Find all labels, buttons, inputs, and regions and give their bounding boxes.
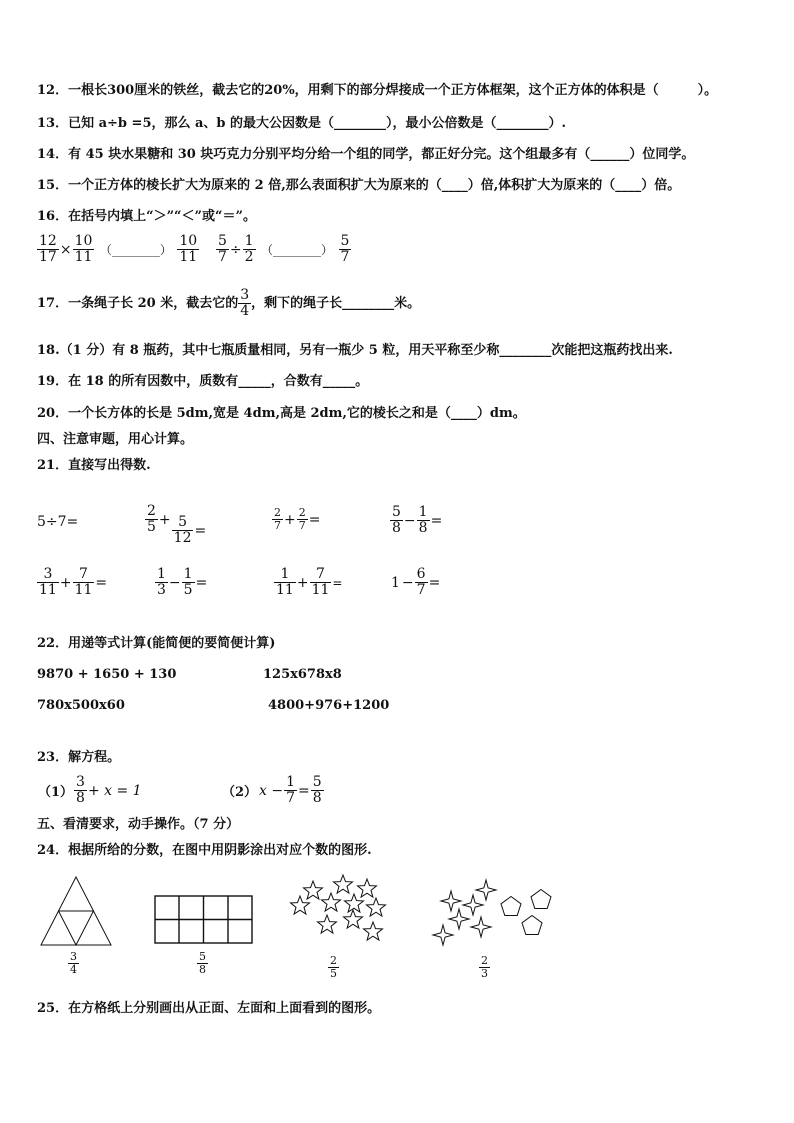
calc-item: 9870 + 1650 + 130 — [37, 667, 177, 682]
sparkle-icon — [471, 917, 491, 937]
question-18: 18.（1 分）有 8 瓶药，其中七瓶质量相同，另有一瓶少 5 粒，用天平称至少称________次能把这瓶药找出来. — [37, 343, 673, 358]
question-22: 22．用递等式计算(能简便的要简便计算) — [37, 636, 276, 651]
fraction: $\frac{7}{11}$ — [311, 566, 330, 598]
fraction: $\frac{2}{5}$ — [147, 503, 156, 535]
section-heading-4: 四、注意审题，用心计算。 — [37, 432, 194, 447]
question-13: 13．已知 a÷b =5，那么 a、b 的最大公因数是（________），最小公倍数是（________）. — [37, 116, 567, 131]
star-icon — [364, 922, 383, 940]
equation-2: （2） x − $\frac{1}{7}$ = $\frac{5}{8}$ — [222, 774, 322, 806]
star-icon — [345, 894, 364, 912]
q24-figures — [0, 870, 794, 1010]
fraction: $\frac{1}{7}$ — [286, 774, 296, 806]
fraction: $\frac{1}{8}$ — [418, 504, 428, 536]
star-icon — [322, 893, 341, 911]
star-icon — [318, 915, 337, 933]
fraction: $\frac{5}{12}$ — [173, 514, 192, 546]
calc-item: 4800+976+1200 — [268, 698, 390, 713]
fraction: $\frac{10}{11}$ — [74, 233, 93, 265]
fraction: $\frac{3}{8}$ — [76, 774, 85, 806]
question-25: 25．在方格纸上分别画出从正面、左面和上面看到的图形。 — [37, 1001, 381, 1016]
sparkle-icon — [476, 880, 496, 900]
stars-figure[interactable] — [291, 875, 386, 940]
question-15: 15．一个正方体的棱长扩大为原来的 2 倍,那么表面积扩大为原来的（____）倍,体积扩大为原来的（____）倍。 — [37, 178, 681, 193]
question-20: 20．一个长方体的长是 5dm,宽是 4dm,高是 2dm,它的棱长之和是（____）dm。 — [37, 406, 526, 421]
fig4-fraction: $\frac{2}{3}$ — [481, 954, 488, 980]
fraction: $\frac{1}{5}$ — [183, 566, 193, 598]
star-icon — [291, 896, 310, 914]
fraction: $\frac{1}{3}$ — [157, 566, 166, 598]
star-icon — [334, 875, 353, 893]
answer-blank[interactable]: （________） — [99, 243, 172, 257]
calc-item: 125x678x8 — [263, 667, 342, 682]
fraction: $\frac{5}{8}$ — [312, 774, 322, 806]
calc-item: 1 − $\frac{6}{7}$ = — [391, 566, 441, 598]
fraction: $\frac{6}{7}$ — [416, 566, 426, 598]
star-icon — [344, 910, 363, 928]
calc-item: $\frac{1}{11}$ + $\frac{7}{11}$ = — [276, 566, 343, 598]
fraction: $\frac{1}{2}$ — [244, 233, 254, 265]
pentagon-icon — [522, 916, 542, 935]
calc-item: 5÷7= — [37, 514, 79, 530]
fraction: $\frac{5}{8}$ — [392, 504, 401, 536]
fraction: $\frac{3}{4}$ — [240, 287, 250, 319]
fig1-fraction: $\frac{3}{4}$ — [70, 950, 77, 976]
star-icon — [358, 879, 377, 897]
fraction: $\frac{3}{11}$ — [39, 566, 57, 598]
q16-compare-1: $\frac{12}{17}$ × $\frac{10}{11}$ （________） $\frac{10}{11}$ — [39, 233, 198, 265]
fraction: $\frac{5}{7}$ — [218, 233, 227, 265]
fraction: $\frac{12}{17}$ — [39, 233, 57, 265]
triangle-figure[interactable] — [41, 877, 111, 945]
calc-item: $\frac{1}{3}$ − $\frac{1}{5}$ = — [157, 566, 208, 598]
sparkle-icon — [433, 925, 453, 945]
fraction: $\frac{2}{7}$ — [298, 506, 306, 532]
star-icon — [367, 898, 386, 916]
calc-item: $\frac{3}{11}$ + $\frac{7}{11}$ = — [39, 566, 108, 598]
sparkle-icon — [449, 909, 469, 929]
question-14: 14．有 45 块水果糖和 30 块巧克力分别平均分给一个组的同学，都正好分完。这个组最多有（______）位同学。 — [37, 147, 695, 162]
question-16: 16．在括号内填上“＞”“＜”或“＝”。 — [37, 209, 256, 224]
fraction: $\frac{1}{11}$ — [276, 566, 294, 598]
q16-compare-2: $\frac{5}{7}$ ÷ $\frac{1}{2}$ （________） $\frac{5}{7}$ — [218, 233, 350, 265]
pentagon-icon — [501, 897, 521, 916]
question-12: 12．一根长300厘米的铁丝，截去它的20%，用剩下的部分焊接成一个正方体框架，这个正方体的体积是（ ）。 — [37, 83, 718, 98]
fraction: $\frac{10}{11}$ — [179, 233, 198, 265]
pentagon-icon — [531, 890, 551, 909]
equation-1: （1） $\frac{3}{8}$ + x = 1 — [38, 774, 142, 806]
question-23: 23．解方程。 — [37, 750, 121, 765]
calc-item: $\frac{2}{7}$ + $\frac{2}{7}$ = — [274, 506, 321, 532]
sparkle-icon — [463, 895, 483, 915]
fig3-fraction: $\frac{2}{5}$ — [330, 954, 337, 980]
calc-item: 780x500x60 — [37, 698, 125, 713]
section-heading-5: 五、看清要求，动手操作。（7 分） — [37, 817, 240, 832]
answer-blank[interactable]: （________） — [261, 243, 334, 257]
question-21: 21．直接写出得数. — [37, 458, 151, 473]
fraction: $\frac{5}{7}$ — [340, 233, 350, 265]
fraction: $\frac{7}{11}$ — [74, 566, 93, 598]
question-24: 24．根据所给的分数，在图中用阴影涂出对应个数的图形. — [37, 843, 372, 858]
calc-item: $\frac{5}{8}$ − $\frac{1}{8}$ = — [392, 504, 443, 536]
sparkles-and-pentagons-figure[interactable] — [433, 880, 551, 945]
calc-item: $\frac{2}{5}$ + $\frac{5}{12}$ = — [147, 503, 207, 546]
fig2-fraction: $\frac{5}{8}$ — [199, 950, 206, 976]
grid-rectangle-figure[interactable] — [155, 896, 252, 943]
sparkle-icon — [441, 891, 461, 911]
question-19: 19．在 18 的所有因数中，质数有_____，合数有_____。 — [37, 374, 369, 389]
fraction: $\frac{2}{7}$ — [274, 506, 281, 532]
star-icon — [304, 881, 323, 899]
question-17: 17．一条绳子长 20 米，截去它的 $\frac{3}{4}$ ，剩下的绳子长________米。 — [37, 287, 421, 319]
